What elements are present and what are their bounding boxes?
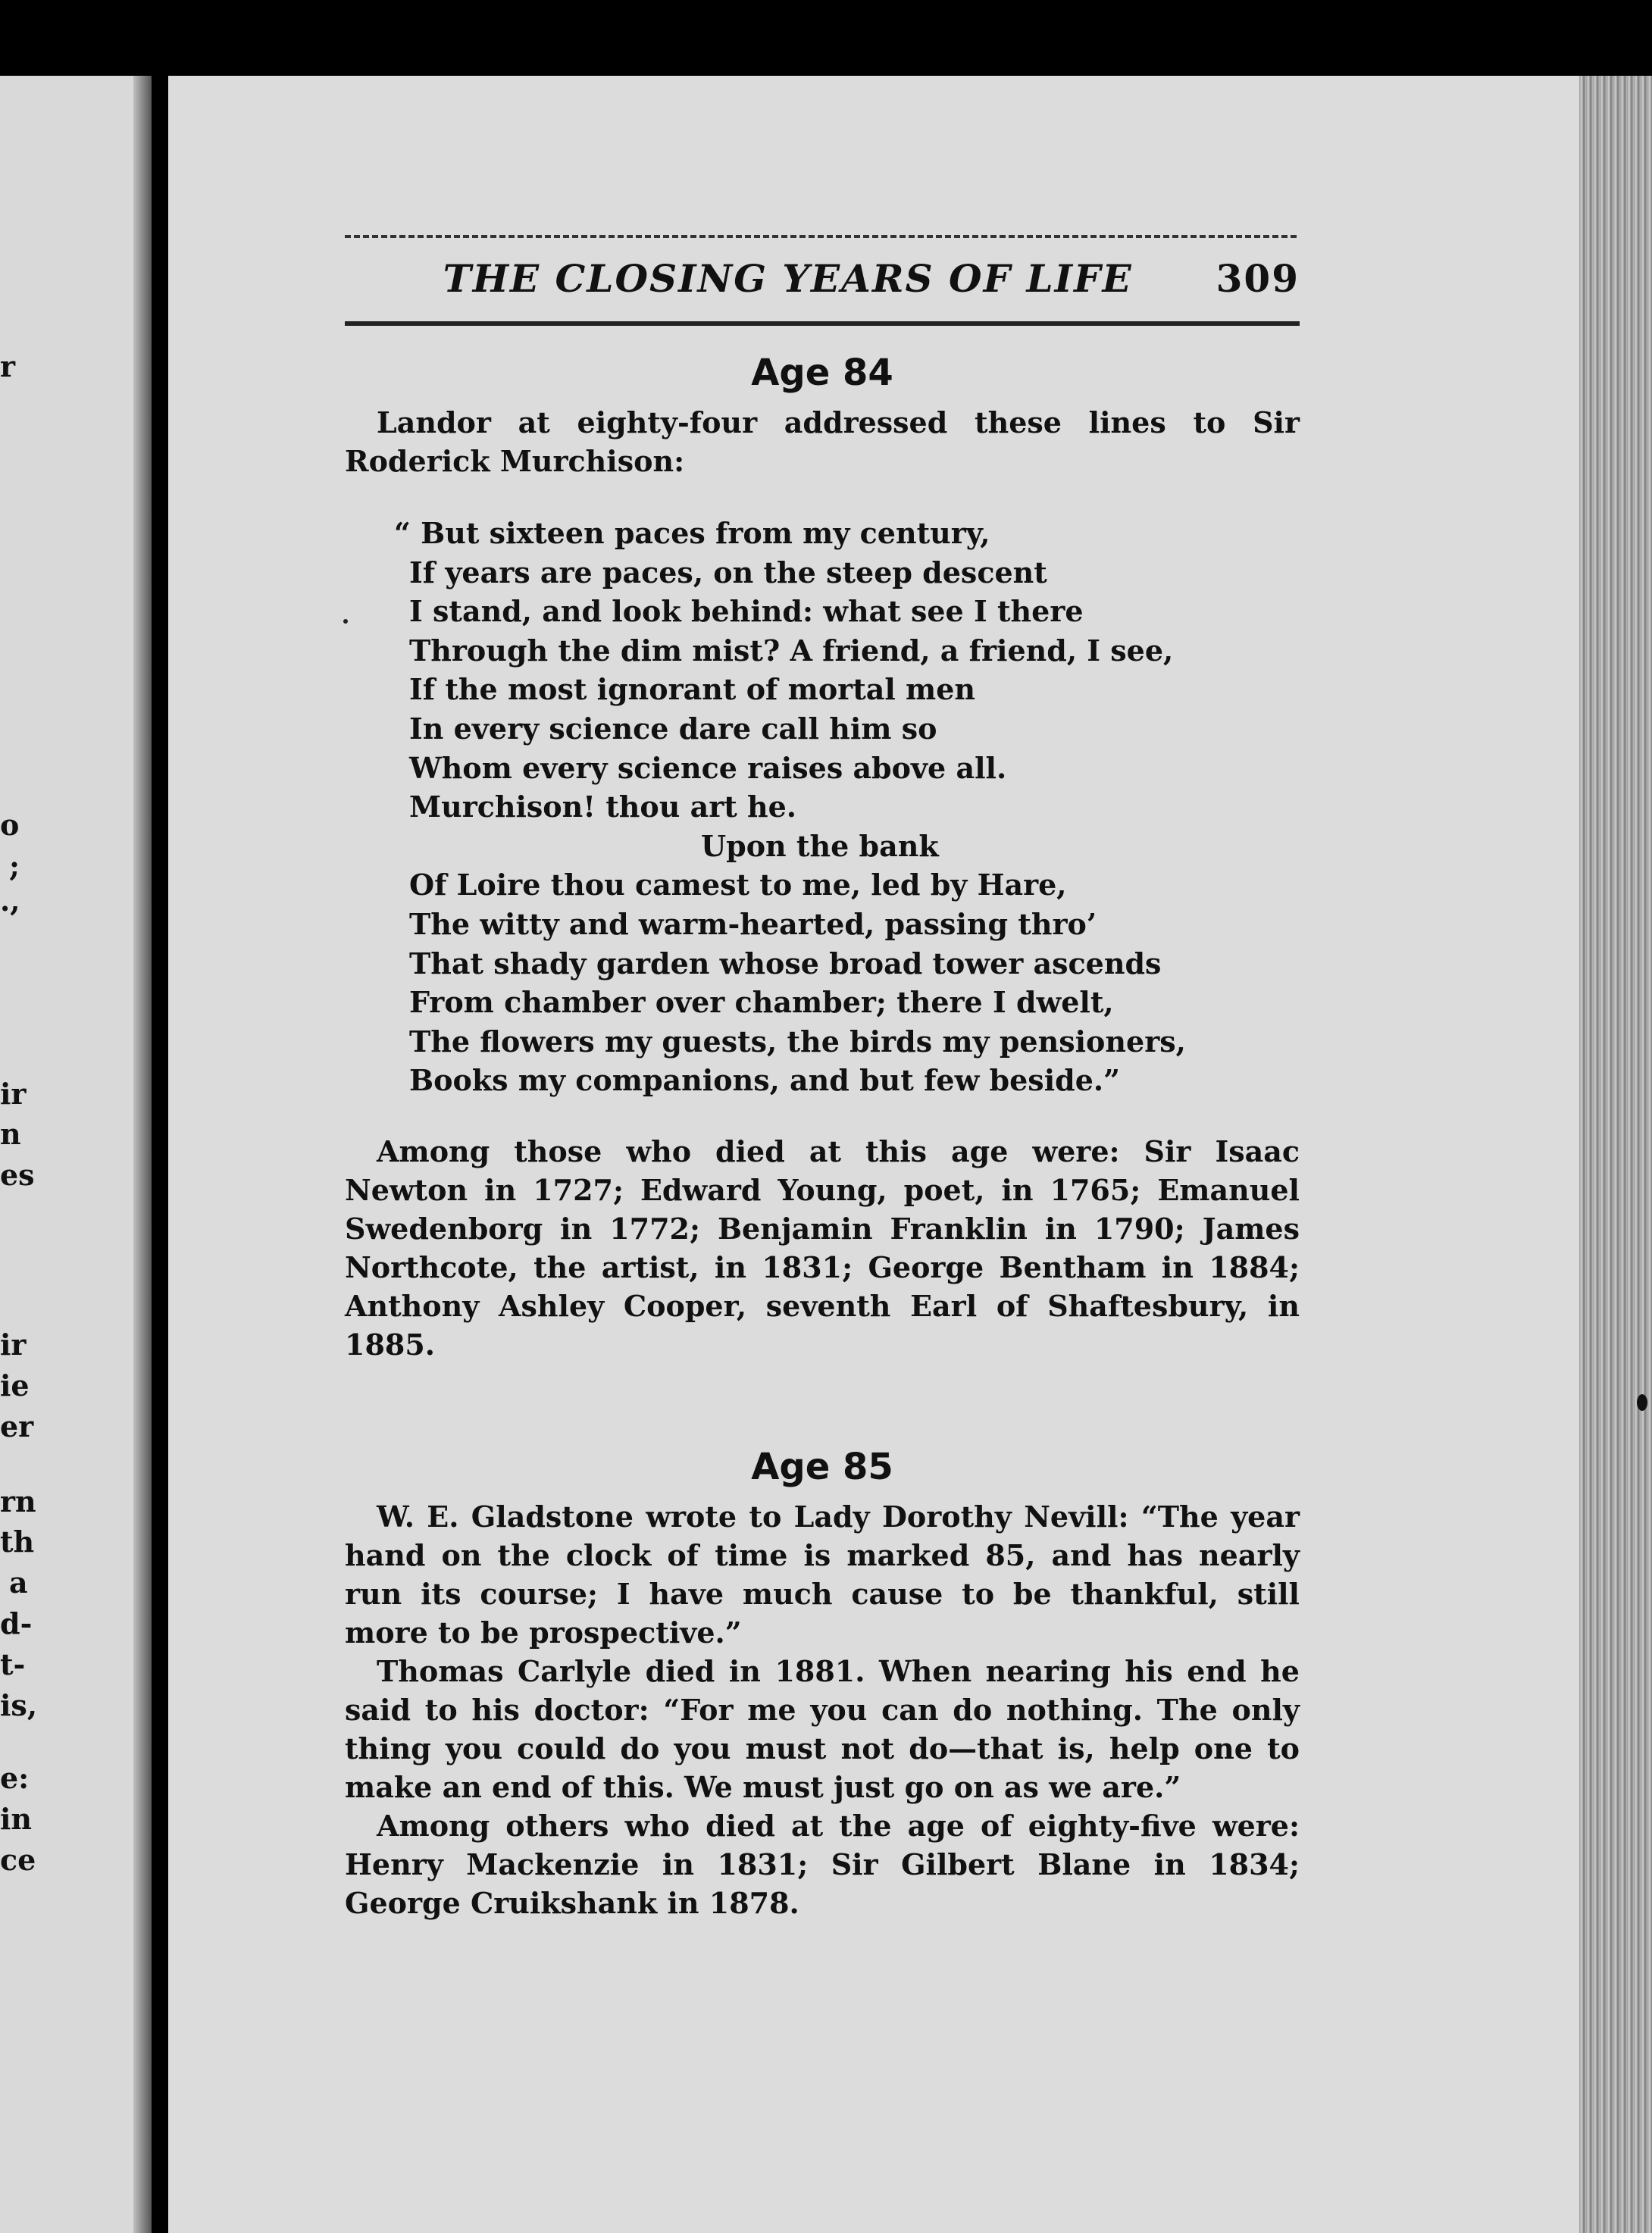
left-page-fragment: th [0, 1525, 35, 1559]
page-stack-edge [1579, 76, 1652, 2233]
verse-line: Upon the bank [701, 828, 939, 863]
left-page-fragment: er [0, 1409, 34, 1443]
section-heading-age-84: Age 84 [751, 352, 893, 394]
left-page-fragment: ie [0, 1368, 30, 1403]
verse-line: If years are paces, on the steep descent [409, 555, 1047, 590]
verse-line: “ But sixteen paces from my century, [394, 516, 990, 550]
page-number: 309 [1216, 256, 1300, 301]
left-page-fragment: ce [0, 1843, 36, 1877]
verse-line: The flowers my guests, the birds my pensioners, [409, 1024, 1186, 1059]
header-top-rule [345, 235, 1300, 238]
verse-line: Whom every science raises above all. [409, 750, 1007, 785]
left-page-fragment: ir [0, 1328, 27, 1362]
gutter-shadow [133, 76, 152, 2233]
left-page-fragment: n [0, 1117, 21, 1151]
running-head-title: THE CLOSING YEARS OF LIFE [443, 256, 1133, 301]
verse-line: If the most ignorant of mortal men [409, 672, 976, 707]
header-bottom-rule [345, 321, 1300, 326]
verse-line: From chamber over chamber; there I dwelt, [409, 985, 1114, 1020]
carlyle-paragraph: Thomas Carlyle died in 1881. When nearing his end he said to his doctor: “For me you can do nothing. The only thing you could do you must not do—that is, help one to make an end of this. We must just go on as we are.” [345, 1653, 1300, 1804]
verse-line: Murchison! thou art he. [409, 790, 797, 824]
edge-mark [1637, 1394, 1647, 1411]
left-page-fragment: ; [9, 849, 20, 883]
deaths-at-85-paragraph: Among others who died at the age of eighty-five were: Henry Mackenzie in 1831; Sir Gilbert Blane in 1834; George Cruikshank in 1878. [345, 1808, 1300, 1920]
left-page-fragment: rn [0, 1484, 36, 1518]
left-page-fragment: es [0, 1158, 35, 1192]
verse-block [394, 514, 1300, 1100]
left-page-fragment: a [9, 1565, 28, 1600]
left-page-fragment: d- [0, 1606, 33, 1640]
deaths-at-84-paragraph: Among those who died at this age were: Sir Isaac Newton in 1727; Edward Young, poet, in 1765; Emanuel Swedenborg in 1772; Benjamin Franklin in 1790; James Northcote, the artist, in 1831; George Bentham in 1884; Anthony Ashley Cooper, seventh Earl of Shaftesbury, in 1885. [345, 1134, 1300, 1362]
intro-paragraph: Landor at eighty-four addressed these lines to Sir Roderick Murchison: [345, 405, 1300, 478]
verse-line: Through the dim mist? A friend, a friend, I see, [409, 633, 1174, 668]
left-page-fragment: ir [0, 1077, 27, 1111]
verse-line: Of Loire thou camest to me, led by Hare, [409, 868, 1067, 902]
left-page-fragment: in [0, 1802, 33, 1836]
left-page-fragment: t- [0, 1647, 26, 1681]
verse-line: I stand, and look behind: what see I there [409, 594, 1084, 629]
verse-line: The witty and warm-hearted, passing thro’ [409, 906, 1097, 941]
left-page-fragment: ., [0, 884, 20, 918]
left-page-fragment: r [0, 349, 16, 383]
left-page-fragment: e: [0, 1761, 30, 1795]
verse-line: Books my companions, and but few beside.” [409, 1063, 1120, 1098]
left-page-fragment: is, [0, 1688, 38, 1722]
verse-line: That shady garden whose broad tower ascends [409, 946, 1162, 980]
left-page-margin [0, 76, 152, 2233]
gladstone-paragraph: W. E. Gladstone wrote to Lady Dorothy Nevill: “The year hand on the clock of time is marked 85, and has nearly run its course; I have much cause to be thankful, still more to be prospective.” [345, 1499, 1300, 1650]
section-heading-age-85: Age 85 [751, 1445, 893, 1488]
verse-line: In every science dare call him so [409, 711, 937, 746]
running-head [345, 256, 1300, 305]
page-content [345, 235, 1300, 1922]
left-page-fragment: o [0, 808, 20, 842]
